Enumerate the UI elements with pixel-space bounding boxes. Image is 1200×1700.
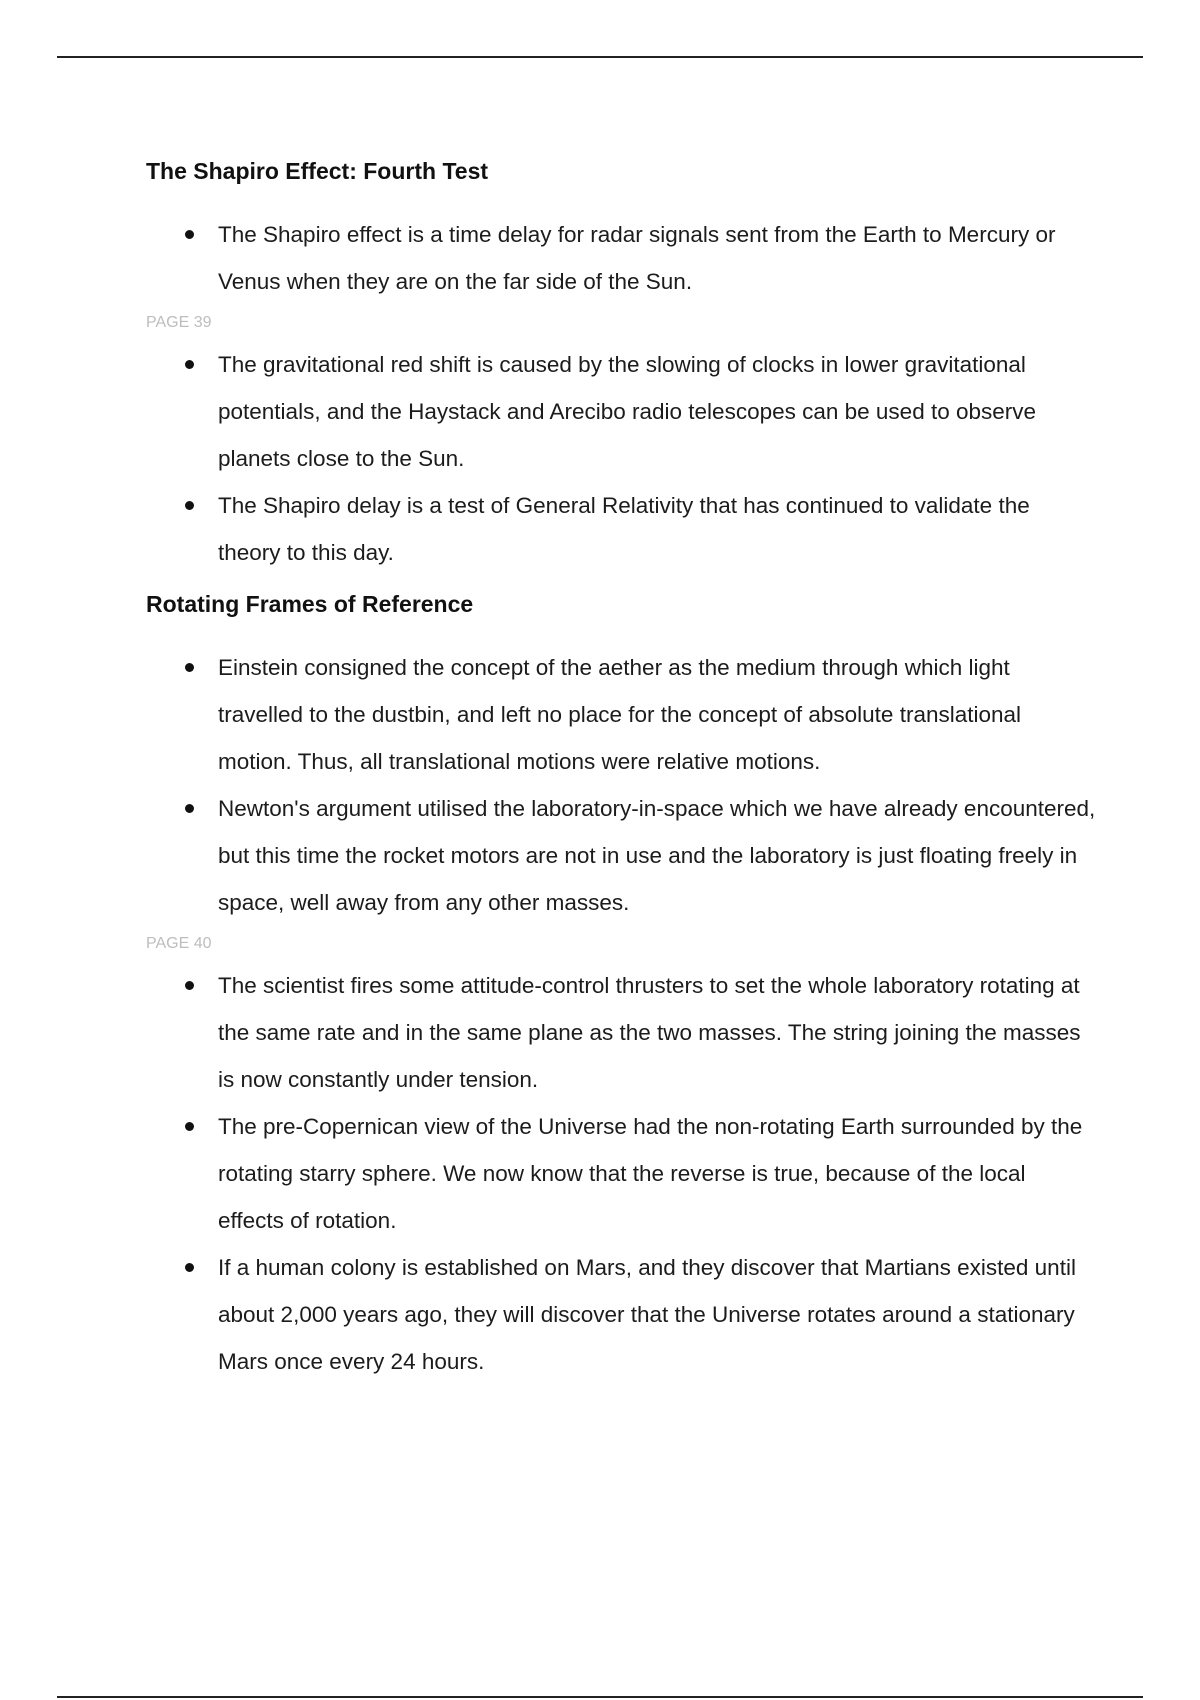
bullet-list (146, 644, 1096, 926)
list-item: Newton's argument utilised the laboratory-in-space which we have already encountered, but this time the rocket motors are not in use and the laboratory is just floating freely in space, well away from any other masses. (146, 785, 1096, 926)
list-item: Einstein consigned the concept of the aether as the medium through which light travelled to the dustbin, and left no place for the concept of absolute translational motion. Thus, all translational motions were relative motions. (146, 644, 1096, 785)
list-item: The scientist fires some attitude-control thrusters to set the whole laboratory rotating at the same rate and in the same plane as the two masses. The string joining the masses is now constantly under tension. (146, 962, 1096, 1103)
section-heading-shapiro: The Shapiro Effect: Fourth Test (146, 158, 489, 184)
list-item: The gravitational red shift is caused by the slowing of clocks in lower gravitational potentials, and the Haystack and Arecibo radio telescopes can be used to observe planets close to the Sun. (146, 341, 1096, 482)
page-marker: PAGE 40 (146, 935, 212, 952)
list-item: The Shapiro effect is a time delay for radar signals sent from the Earth to Mercury or Venus when they are on the far side of the Sun. (146, 211, 1096, 305)
top-rule (57, 56, 1143, 58)
bullet-list (146, 341, 1096, 576)
list-item: If a human colony is established on Mars, and they discover that Martians existed until about 2,000 years ago, they will discover that the Universe rotates around a stationary Mars once every 24 hours. (146, 1244, 1096, 1385)
page-marker: PAGE 39 (146, 314, 212, 331)
bullet-list (146, 962, 1096, 1385)
section-heading-rotating-frames: Rotating Frames of Reference (146, 591, 474, 617)
bullet-list (146, 211, 1096, 305)
document-body (146, 155, 1096, 1385)
bottom-rule (57, 1696, 1143, 1698)
list-item: The Shapiro delay is a test of General Relativity that has continued to validate the theory to this day. (146, 482, 1096, 576)
list-item: The pre-Copernican view of the Universe had the non-rotating Earth surrounded by the rotating starry sphere. We now know that the reverse is true, because of the local effects of rotation. (146, 1103, 1096, 1244)
